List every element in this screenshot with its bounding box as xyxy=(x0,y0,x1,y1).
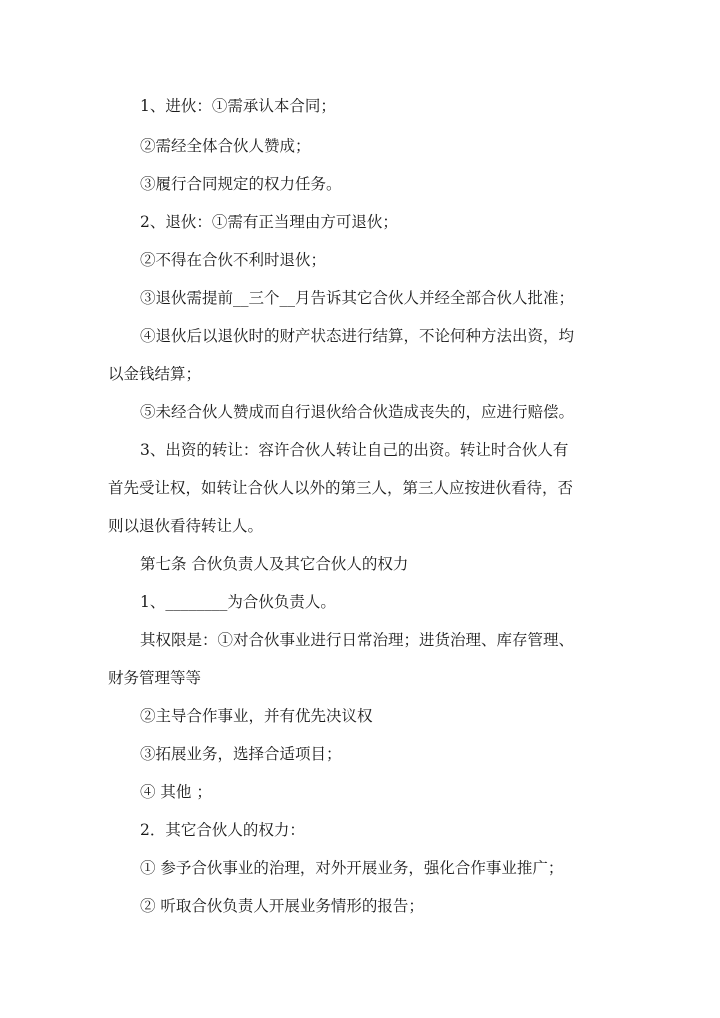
text-line: ②主导合作事业，并有优先决议权 xyxy=(140,707,373,725)
text-line: ③履行合同规定的权力任务。 xyxy=(140,175,342,193)
text-line: ②需经全体合伙人赞成； xyxy=(140,137,311,155)
text-line: 其权限是：①对合伙事业进行日常治理；进货治理、库存管理、 xyxy=(140,631,575,649)
text-line: ④ 其他 ； xyxy=(140,783,212,801)
text-line: 则以退伙看待转让人。 xyxy=(108,517,264,535)
text-line: ③退伙需提前__三个__月告诉其它合伙人并经全部合伙人批准； xyxy=(140,289,575,307)
text-line: 首先受让权，如转让合伙人以外的第三人，第三人应按进伙看待，否 xyxy=(108,479,574,497)
text-line-withdraw-clause: 2、退伙：①需有正当理由方可退伙； xyxy=(140,213,398,231)
text-line-join-clause: 1、进伙：①需承认本合同； xyxy=(140,97,336,115)
text-line: ② 听取合伙负责人开展业务情形的报告； xyxy=(140,897,424,915)
text-line: ③拓展业务，选择合适项目； xyxy=(140,745,342,763)
text-line: ②不得在合伙不利时退伙； xyxy=(140,251,327,269)
text-line: 以金钱结算； xyxy=(108,365,202,383)
text-line: ④退伙后以退伙时的财产状态进行结算，不论何种方法出资，均 xyxy=(140,327,575,345)
text-line-transfer-clause: 3、出资的转让：容许合伙人转让自己的出资。转让时合伙人有 xyxy=(140,441,569,459)
text-line: ⑤未经合伙人赞成而自行退伙给合伙造成丧失的，应进行赔偿。 xyxy=(140,403,575,421)
text-line: ① 参予合伙事业的治理，对外开展业务，强化合作事业推广； xyxy=(140,859,564,877)
text-line: 1、________为合伙负责人。 xyxy=(140,593,336,611)
text-line: 财务管理等等 xyxy=(108,669,202,687)
text-line: 2．其它合伙人的权力： xyxy=(140,821,305,839)
section-heading-article-7: 第七条 合伙负责人及其它合伙人的权力 xyxy=(140,555,409,573)
